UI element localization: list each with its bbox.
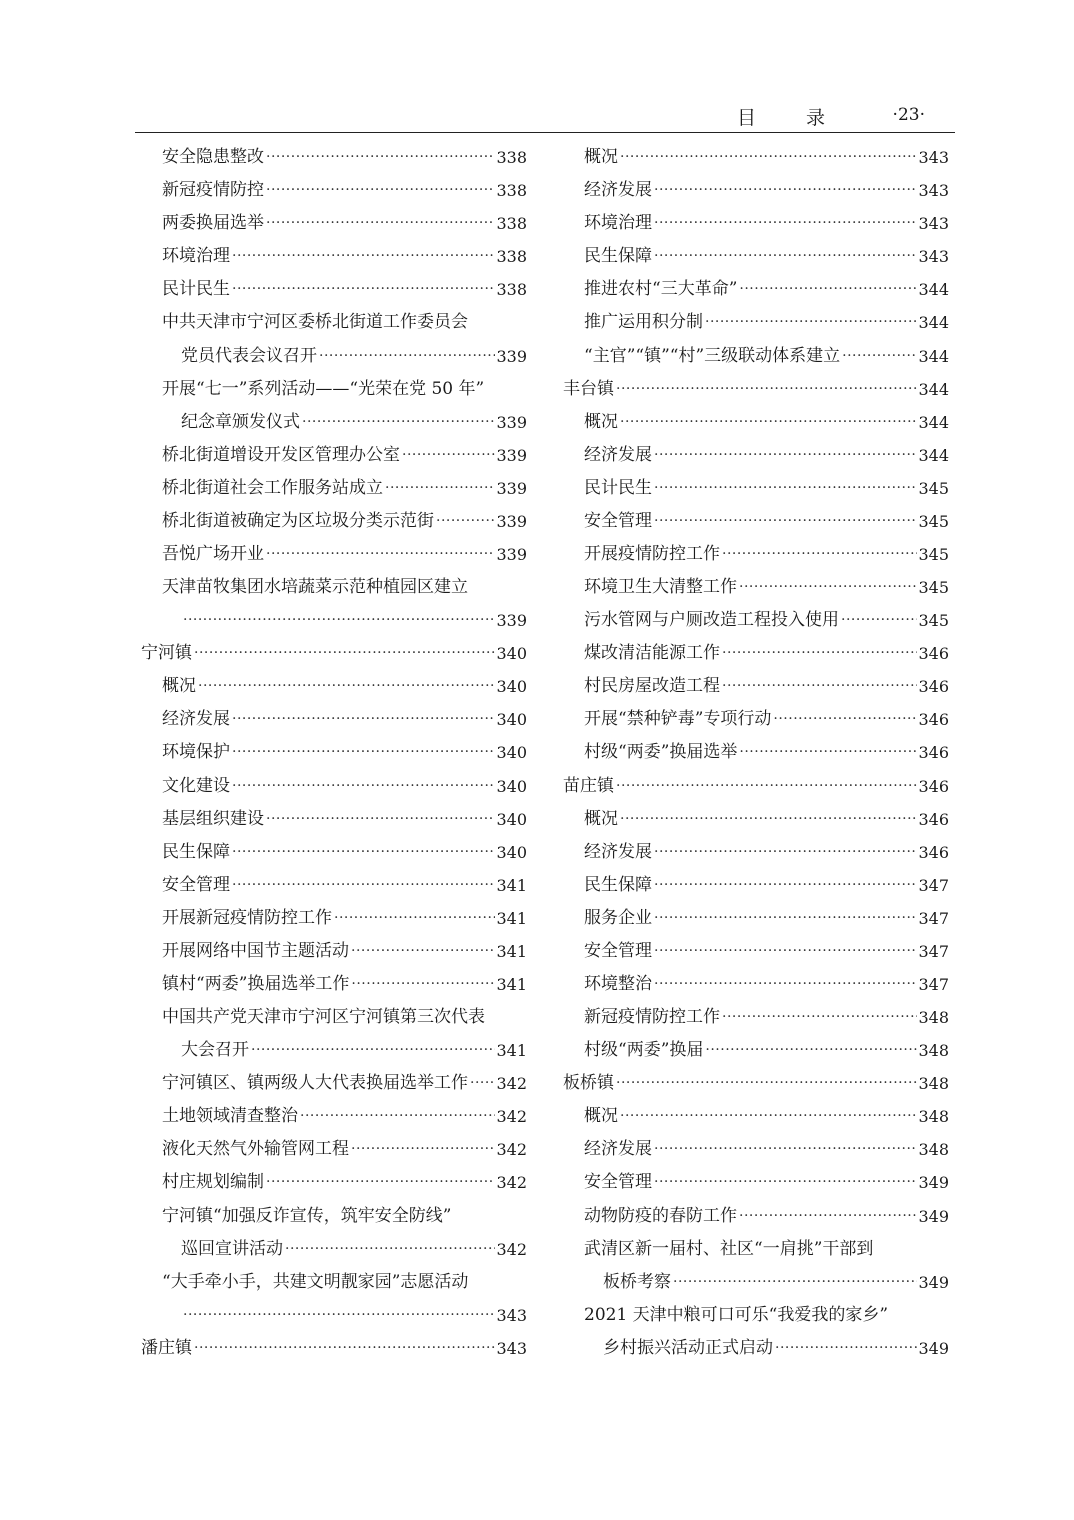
toc-entry-title: 环境整治 <box>584 973 652 994</box>
toc-entry-page: 345 <box>918 544 949 564</box>
toc-entry-page: 349 <box>918 1338 949 1358</box>
toc-entry-page: 346 <box>918 710 949 730</box>
toc-entry[interactable] <box>141 902 527 935</box>
toc-entry-title: 液化天然气外输管网工程 <box>162 1139 349 1160</box>
toc-entry-page: 344 <box>918 379 949 399</box>
toc-entry-page: 340 <box>496 743 527 763</box>
toc-entry-title: 2021 天津中粮可口可乐“我爱我的家乡” <box>584 1304 889 1325</box>
toc-entry-title: 安全管理 <box>584 1172 652 1193</box>
toc-entry-title: 污水管网与户厕改造工程投入使用 <box>584 610 839 631</box>
toc-entry-page: 349 <box>918 1206 949 1226</box>
toc-entry[interactable] <box>141 406 527 439</box>
toc-leader-dots <box>773 703 917 736</box>
toc-entry-page: 344 <box>918 346 949 366</box>
toc-entry-page: 338 <box>496 214 527 234</box>
toc-leader-dots <box>654 207 917 240</box>
toc-entry[interactable] <box>141 836 527 869</box>
toc-leader-dots <box>402 439 495 472</box>
toc-entry-title: 两委换届选举 <box>162 213 264 234</box>
toc-entry-title: 环境治理 <box>584 213 652 234</box>
toc-leader-dots <box>620 406 917 439</box>
toc-entry[interactable] <box>141 1133 527 1166</box>
toc-entry-page: 338 <box>496 280 527 300</box>
toc-entry[interactable] <box>563 670 949 703</box>
toc-entry[interactable] <box>141 373 527 406</box>
toc-entry[interactable] <box>563 505 949 538</box>
toc-leader-dots <box>841 604 917 637</box>
toc-entry[interactable] <box>141 604 527 637</box>
toc-leader-dots <box>385 472 495 505</box>
toc-entry-title: 环境保护 <box>162 742 230 763</box>
toc-entry[interactable] <box>563 869 949 902</box>
toc-entry-title: 民生保障 <box>584 246 652 267</box>
toc-entry-title: 宁河镇区、镇两级人大代表换届选举工作 <box>162 1073 468 1094</box>
toc-entry[interactable] <box>563 902 949 935</box>
toc-leader-dots <box>183 1299 495 1332</box>
toc-entry-page: 342 <box>496 1239 527 1259</box>
toc-leader-dots <box>654 869 917 902</box>
toc-entry[interactable] <box>141 306 527 339</box>
toc-entry-page: 342 <box>496 1107 527 1127</box>
toc-entry-page: 338 <box>496 247 527 267</box>
toc-entry-page: 339 <box>496 346 527 366</box>
toc-entry-title: 基层组织建设 <box>162 808 264 829</box>
toc-entry-page: 347 <box>918 974 949 994</box>
toc-entry-page: 339 <box>496 445 527 465</box>
toc-leader-dots <box>775 1332 917 1365</box>
toc-entry-title: 概况 <box>584 1106 618 1127</box>
toc-entry-page: 348 <box>918 1008 949 1028</box>
toc-entry-page: 340 <box>496 677 527 697</box>
toc-entry-page: 340 <box>496 776 527 796</box>
toc-entry[interactable] <box>563 141 949 174</box>
toc-leader-dots <box>722 670 917 703</box>
toc-entry-title: 概况 <box>584 808 618 829</box>
toc-entry-title: 村庄规划编制 <box>162 1172 264 1193</box>
toc-leader-dots <box>266 803 495 836</box>
toc-entry-title: 镇村“两委”换届选举工作 <box>162 973 350 994</box>
toc-leader-dots <box>722 637 917 670</box>
toc-entry-title: 安全管理 <box>584 510 652 531</box>
toc-entry[interactable] <box>141 1332 527 1365</box>
toc-leader-dots <box>470 1067 495 1100</box>
toc-entry-title: 苗庄镇 <box>563 775 614 796</box>
toc-entry[interactable] <box>141 1034 527 1067</box>
toc-entry[interactable] <box>563 571 949 604</box>
toc-entry-page: 346 <box>918 842 949 862</box>
toc-entry-page: 339 <box>496 511 527 531</box>
toc-entry[interactable] <box>563 1100 949 1133</box>
toc-leader-dots <box>654 439 917 472</box>
toc-entry-title: 经济发展 <box>584 180 652 201</box>
toc-entry[interactable] <box>141 670 527 703</box>
toc-leader-dots <box>232 736 495 769</box>
toc-entry[interactable] <box>563 736 949 769</box>
toc-leader-dots <box>739 571 917 604</box>
toc-entry-title: 煤改清洁能源工作 <box>584 643 720 664</box>
toc-leader-dots <box>251 1034 495 1067</box>
toc-entry[interactable] <box>141 538 527 571</box>
toc-entry-page: 348 <box>918 1074 949 1094</box>
toc-entry[interactable] <box>563 968 949 1001</box>
toc-entry[interactable] <box>563 769 949 802</box>
toc-leader-dots <box>334 902 495 935</box>
toc-entry[interactable] <box>563 1001 949 1034</box>
toc-entry[interactable] <box>141 1266 527 1299</box>
toc-entry-title: 村级“两委”换届 <box>584 1040 704 1061</box>
toc-entry[interactable] <box>563 174 949 207</box>
toc-entry-title: 桥北街道社会工作服务站成立 <box>162 477 383 498</box>
toc-entry[interactable] <box>563 1133 949 1166</box>
toc-entry[interactable] <box>141 273 527 306</box>
page-number: ·23· <box>892 105 925 125</box>
toc-leader-dots <box>654 174 917 207</box>
toc-entry-page: 347 <box>918 941 949 961</box>
toc-entry-title: 武清区新一届村、社区“一肩挑”干部到 <box>584 1238 874 1259</box>
toc-entry[interactable] <box>563 803 949 836</box>
toc-entry-page: 348 <box>918 1140 949 1160</box>
toc-leader-dots <box>232 273 495 306</box>
toc-entry-title: 板桥镇 <box>563 1073 614 1094</box>
toc-entry-page: 344 <box>918 280 949 300</box>
toc-entry-title: 开展疫情防控工作 <box>584 543 720 564</box>
toc-entry[interactable] <box>141 339 527 372</box>
toc-entry-page: 345 <box>918 478 949 498</box>
toc-entry-page: 348 <box>918 1107 949 1127</box>
toc-entry-page: 343 <box>496 1338 527 1358</box>
toc-entry[interactable] <box>563 306 949 339</box>
toc-entry-title: 概况 <box>162 676 196 697</box>
toc-entry-title: 开展网络中国节主题活动 <box>162 940 349 961</box>
toc-entry[interactable] <box>141 803 527 836</box>
toc-leader-dots <box>722 538 917 571</box>
toc-entry-page: 344 <box>918 412 949 432</box>
running-header-title: 目 录 <box>736 107 847 129</box>
toc-entry-page: 343 <box>496 1305 527 1325</box>
toc-leader-dots <box>842 340 917 373</box>
toc-entry[interactable] <box>563 373 949 406</box>
toc-entry[interactable] <box>563 339 949 372</box>
toc-entry[interactable] <box>563 1299 949 1332</box>
toc-entry-title: 开展“七一”系列活动——“光荣在党 50 年” <box>162 378 485 399</box>
toc-entry-page: 349 <box>918 1272 949 1292</box>
toc-leader-dots <box>654 505 917 538</box>
running-header <box>135 100 955 134</box>
toc-leader-dots <box>232 836 495 869</box>
toc-entry-title: 概况 <box>584 411 618 432</box>
toc-entry-title: 桥北街道增设开发区管理办公室 <box>162 444 400 465</box>
toc-leader-dots <box>302 406 495 439</box>
toc-entry-title: 民生保障 <box>584 874 652 895</box>
toc-entry-title: 板桥考察 <box>603 1271 671 1292</box>
toc-entry-title: 村民房屋改造工程 <box>584 676 720 697</box>
toc-leader-dots <box>183 604 495 637</box>
toc-leader-dots <box>673 1266 917 1299</box>
toc-entry-page: 349 <box>918 1173 949 1193</box>
toc-entry-page: 343 <box>918 148 949 168</box>
toc-leader-dots <box>232 703 495 736</box>
toc-entry-title: 经济发展 <box>584 841 652 862</box>
toc-leader-dots <box>616 1067 917 1100</box>
toc-leader-dots <box>620 141 917 174</box>
toc-leader-dots <box>351 968 495 1001</box>
toc-entry[interactable] <box>563 935 949 968</box>
toc-entry[interactable] <box>141 141 527 174</box>
toc-entry[interactable] <box>141 571 527 604</box>
toc-entry-page: 341 <box>496 974 527 994</box>
toc-leader-dots <box>705 1034 917 1067</box>
toc-leader-dots <box>654 902 917 935</box>
toc-entry-title: 桥北街道被确定为区垃圾分类示范街 <box>162 510 434 531</box>
toc-entry-title: 开展新冠疫情防控工作 <box>162 907 332 928</box>
toc-entry-title: 新冠疫情防控工作 <box>584 1007 720 1028</box>
toc-entry-title: 推广运用积分制 <box>584 312 703 333</box>
toc-entry-title: 环境卫生大清整工作 <box>584 577 737 598</box>
toc-entry-title: 中共天津市宁河区委桥北街道工作委员会 <box>162 312 468 333</box>
toc-leader-dots <box>351 935 495 968</box>
toc-leader-dots <box>654 1166 917 1199</box>
toc-entry[interactable] <box>141 968 527 1001</box>
toc-entry[interactable] <box>563 1166 949 1199</box>
toc-entry-title: 宁河镇 <box>141 643 192 664</box>
toc-entry[interactable] <box>563 836 949 869</box>
toc-entry-page: 347 <box>918 908 949 928</box>
toc-leader-dots <box>654 1133 917 1166</box>
toc-entry-title: 村级“两委”换届选举 <box>584 742 738 763</box>
toc-entry[interactable] <box>141 472 527 505</box>
toc-entry[interactable] <box>563 472 949 505</box>
toc-entry-page: 341 <box>496 1041 527 1061</box>
toc-entry-page: 343 <box>918 181 949 201</box>
toc-entry[interactable] <box>563 1200 949 1233</box>
toc-entry[interactable] <box>563 703 949 736</box>
toc-leader-dots <box>266 538 495 571</box>
toc-entry[interactable] <box>563 207 949 240</box>
toc-entry-title: 党员代表会议召开 <box>181 345 317 366</box>
toc-entry-page: 341 <box>496 908 527 928</box>
toc-entry-page: 342 <box>496 1140 527 1160</box>
toc-entry[interactable] <box>563 240 949 273</box>
toc-entry-title: 天津苗牧集团水培蔬菜示范种植园区建立 <box>162 577 468 598</box>
toc-entry[interactable] <box>141 703 527 736</box>
toc-entry-page: 345 <box>918 578 949 598</box>
toc-entry-page: 342 <box>496 1074 527 1094</box>
toc-entry-page: 346 <box>918 743 949 763</box>
toc-entry-title: 土地领域清查整治 <box>162 1106 298 1127</box>
toc-entry-title: 动物防疫的春防工作 <box>584 1205 737 1226</box>
toc-entry-title: 新冠疫情防控 <box>162 180 264 201</box>
toc-leader-dots <box>319 340 495 373</box>
toc-entry-page: 340 <box>496 842 527 862</box>
toc-entry-title: 纪念章颁发仪式 <box>181 411 300 432</box>
toc-leader-dots <box>620 803 917 836</box>
toc-entry[interactable] <box>563 273 949 306</box>
toc-entry-page: 340 <box>496 644 527 664</box>
toc-leader-dots <box>739 736 917 769</box>
toc-column-right <box>563 141 949 1365</box>
toc-entry[interactable] <box>141 1067 527 1100</box>
toc-entry-page: 347 <box>918 875 949 895</box>
toc-entry-title: 文化建设 <box>162 775 230 796</box>
toc-entry-page: 345 <box>918 511 949 531</box>
toc-leader-dots <box>266 174 495 207</box>
toc-leader-dots <box>705 306 917 339</box>
toc-entry[interactable] <box>141 1166 527 1199</box>
toc-entry[interactable] <box>141 736 527 769</box>
toc-entry[interactable] <box>141 1200 527 1233</box>
toc-entry-page: 338 <box>496 181 527 201</box>
toc-leader-dots <box>654 472 917 505</box>
toc-leader-dots <box>300 1100 495 1133</box>
toc-entry-title: 民计民生 <box>162 279 230 300</box>
toc-entry-title: 安全管理 <box>162 874 230 895</box>
toc-entry[interactable] <box>141 207 527 240</box>
toc-leader-dots <box>232 869 495 902</box>
toc-entry[interactable] <box>141 1100 527 1133</box>
toc-entry-title: 概况 <box>584 147 618 168</box>
toc-entry-title: “大手牵小手，共建文明靓家园”志愿活动 <box>162 1271 469 1292</box>
toc-entry-page: 344 <box>918 313 949 333</box>
toc-entry[interactable] <box>141 637 527 670</box>
toc-entry-page: 339 <box>496 478 527 498</box>
toc-entry-page: 346 <box>918 809 949 829</box>
toc-leader-dots <box>351 1133 495 1166</box>
toc-entry-title: 环境治理 <box>162 246 230 267</box>
toc-entry-title: 潘庄镇 <box>141 1337 192 1358</box>
toc-entry-title: 乡村振兴活动正式启动 <box>603 1337 773 1358</box>
toc-entry-page: 338 <box>496 148 527 168</box>
toc-entry-title: 安全管理 <box>584 940 652 961</box>
toc-leader-dots <box>739 1200 917 1233</box>
header-rule <box>135 132 955 133</box>
toc-entry[interactable] <box>563 637 949 670</box>
toc-entry-page: 341 <box>496 875 527 895</box>
toc-entry[interactable] <box>563 1034 949 1067</box>
toc-entry-title: 中国共产党天津市宁河区宁河镇第三次代表 <box>162 1007 485 1028</box>
toc-leader-dots <box>654 836 917 869</box>
toc-entry[interactable] <box>563 1233 949 1266</box>
toc-entry[interactable] <box>141 869 527 902</box>
toc-entry-page: 346 <box>918 776 949 796</box>
toc-leader-dots <box>654 968 917 1001</box>
toc-entry-page: 346 <box>918 677 949 697</box>
toc-entry[interactable] <box>563 538 949 571</box>
toc-entry-title: 民计民生 <box>584 477 652 498</box>
toc-entry[interactable] <box>141 1299 527 1332</box>
toc-entry-page: 346 <box>918 644 949 664</box>
toc-entry-title: 民生保障 <box>162 841 230 862</box>
toc-entry-page: 345 <box>918 611 949 631</box>
toc-entry-title: 安全隐患整改 <box>162 147 264 168</box>
toc-leader-dots <box>232 770 495 803</box>
toc-entry[interactable] <box>141 935 527 968</box>
toc-entry-page: 343 <box>918 247 949 267</box>
toc-entry[interactable] <box>563 439 949 472</box>
toc-entry-title: “主官”“镇”“村”三级联动体系建立 <box>584 345 841 366</box>
toc-entry-title: 丰台镇 <box>563 378 614 399</box>
toc-entry-title: 服务企业 <box>584 907 652 928</box>
toc-leader-dots <box>266 141 495 174</box>
toc-entry-title: 推进农村“三大革命” <box>584 279 738 300</box>
toc-leader-dots <box>232 240 495 273</box>
toc-entry-title: 经济发展 <box>584 444 652 465</box>
toc-leader-dots <box>620 1100 917 1133</box>
toc-entry-page: 340 <box>496 809 527 829</box>
toc-entry[interactable] <box>563 406 949 439</box>
toc-entry[interactable] <box>141 240 527 273</box>
toc-entry-title: 经济发展 <box>584 1139 652 1160</box>
toc-leader-dots <box>194 637 495 670</box>
toc-entry-title: 宁河镇“加强反诈宣传，筑牢安全防线” <box>162 1205 452 1226</box>
toc-entry-page: 339 <box>496 544 527 564</box>
toc-entry[interactable] <box>563 1332 949 1365</box>
toc-entry-title: 开展“禁种铲毒”专项行动 <box>584 709 772 730</box>
toc-entry-title: 巡回宣讲活动 <box>181 1238 283 1259</box>
toc-entry-page: 348 <box>918 1041 949 1061</box>
toc-entry-page: 340 <box>496 710 527 730</box>
toc-leader-dots <box>616 373 917 406</box>
toc-entry[interactable] <box>563 1266 949 1299</box>
toc-leader-dots <box>654 935 917 968</box>
toc-entry[interactable] <box>141 1001 527 1034</box>
toc-entry-page: 344 <box>918 445 949 465</box>
toc-column-left <box>141 141 527 1365</box>
toc-entry-title: 吾悦广场开业 <box>162 543 264 564</box>
toc-entry-page: 339 <box>496 412 527 432</box>
toc-leader-dots <box>194 1332 495 1365</box>
toc-entry[interactable] <box>141 505 527 538</box>
toc-entry[interactable] <box>141 174 527 207</box>
toc-leader-dots <box>722 1001 917 1034</box>
toc-leader-dots <box>198 670 495 703</box>
toc-entry-page: 339 <box>496 611 527 631</box>
toc-leader-dots <box>285 1233 495 1266</box>
toc-entry-title: 大会召开 <box>181 1040 249 1061</box>
toc-leader-dots <box>436 505 495 538</box>
toc-entry[interactable] <box>141 1233 527 1266</box>
toc-entry-page: 342 <box>496 1173 527 1193</box>
toc-entry[interactable] <box>141 769 527 802</box>
toc-entry[interactable] <box>141 439 527 472</box>
toc-leader-dots <box>616 770 917 803</box>
toc-entry-title: 经济发展 <box>162 709 230 730</box>
toc-leader-dots <box>739 273 917 306</box>
toc-leader-dots <box>266 207 495 240</box>
toc-leader-dots <box>654 240 917 273</box>
toc-leader-dots <box>266 1166 495 1199</box>
toc-entry-page: 341 <box>496 941 527 961</box>
toc-entry-page: 343 <box>918 214 949 234</box>
toc-entry[interactable] <box>563 604 949 637</box>
toc-entry[interactable] <box>563 1067 949 1100</box>
